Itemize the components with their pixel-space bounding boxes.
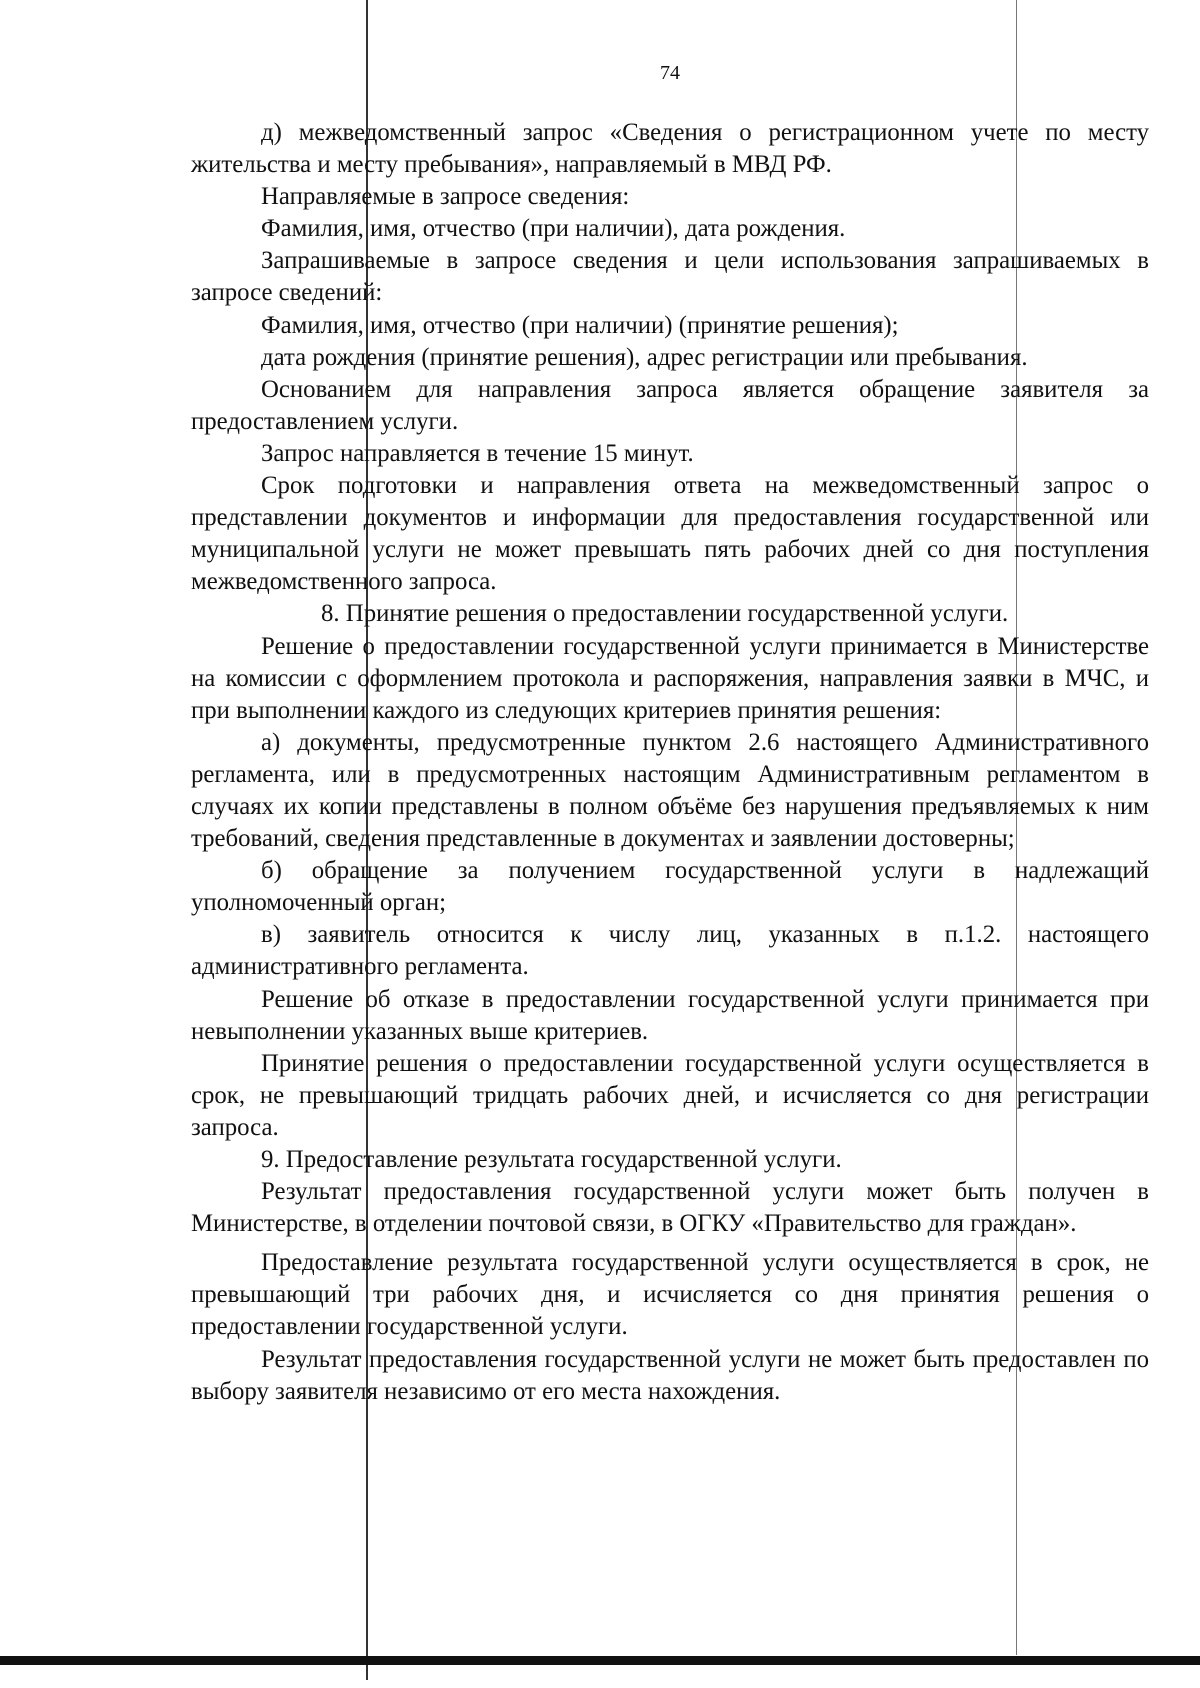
scan-bottom-border: [0, 1656, 1200, 1665]
paragraph-request-timing: Запрос направляется в течение 15 минут.: [261, 439, 694, 467]
paragraph-interagency-request: д) межведомственный запрос «Сведения о регистрационном учете по месту жительства и месту пребывания», направляемый в МВД РФ.: [191, 119, 1149, 179]
section-heading-decision: 8. Принятие решения о предоставлении государственной услуги.: [321, 600, 1009, 628]
section-heading-result-delivery: 9. Предоставление результата государственной услуги.: [261, 1146, 842, 1173]
paragraph-requested-data-fields: Фамилия, имя, отчество (при наличии) (принятие решения);: [261, 311, 899, 339]
paragraph-refusal-decision: Решение об отказе в предоставлении государственной услуги принимается при невыполнении указанных выше критериев.: [191, 985, 1149, 1045]
paragraph-sent-data-fields: Фамилия, имя, отчество (при наличии), дата рождения.: [261, 215, 846, 243]
paragraph-result-channels: Результат предоставления государственной услуги может быть получен в Министерстве, в отделении почтовой связи, в ОГКУ «Правительство для граждан».: [191, 1178, 1149, 1238]
paragraph-request-basis: Основанием для направления запроса является обращение заявителя за предоставлением услуги.: [191, 375, 1149, 435]
paragraph-sent-data-heading: Направляемые в запросе сведения:: [261, 183, 630, 211]
paragraph-result-deadline: Предоставление результата государственной услуги осуществляется в срок, не превышающий три рабочих дня, и исчисляется со дня принятия решения о предоставлении государственной услуги.: [191, 1249, 1149, 1341]
paragraph-requested-data-address: дата рождения (принятие решения), адрес регистрации или пребывания.: [261, 343, 1028, 371]
paragraph-criterion-c: в) заявитель относится к числу лиц, указанных в п.1.2. настоящего административного регламента.: [191, 921, 1149, 981]
document-body: [191, 117, 1149, 1408]
paragraph-decision-deadline: Принятие решения о предоставлении государственной услуги осуществляется в срок, не превышающий тридцать рабочих дней, и исчисляется со дня регистрации запроса.: [191, 1049, 1149, 1141]
paragraph-criterion-b: б) обращение за получением государственной услуги в надлежащий уполномоченный орган;: [191, 857, 1149, 917]
paragraph-criterion-a: а) документы, предусмотренные пунктом 2.6 настоящего Административного регламента, или в предусмотренных настоящим Административным регламентом в случаях их копии представлены в полном объёме без нарушения предъявляемых к ним требований, сведения представленные в документах и заявлении достоверны;: [191, 728, 1149, 853]
paragraph-response-deadline: Срок подготовки и направления ответа на межведомственный запрос о представлении документов и информации для предоставления государственной или муниципальной услуги не может превышать пять рабочих дней со дня поступления межведомственного запроса.: [191, 472, 1149, 596]
page-number: 74: [660, 62, 680, 84]
paragraph-requested-data-heading: Запрашиваемые в запросе сведения и цели использования запрашиваемых в запросе сведений:: [191, 247, 1149, 307]
paragraph-result-location: Результат предоставления государственной услуги не может быть предоставлен по выбору заявителя независимо от его места нахождения.: [191, 1345, 1149, 1405]
paragraph-decision-criteria: Решение о предоставлении государственной услуги принимается в Министерстве на комиссии с оформлением протокола и распоряжения, направления заявки в МЧС, и при выполнении каждого из следующих критериев принятия решения:: [191, 632, 1149, 724]
